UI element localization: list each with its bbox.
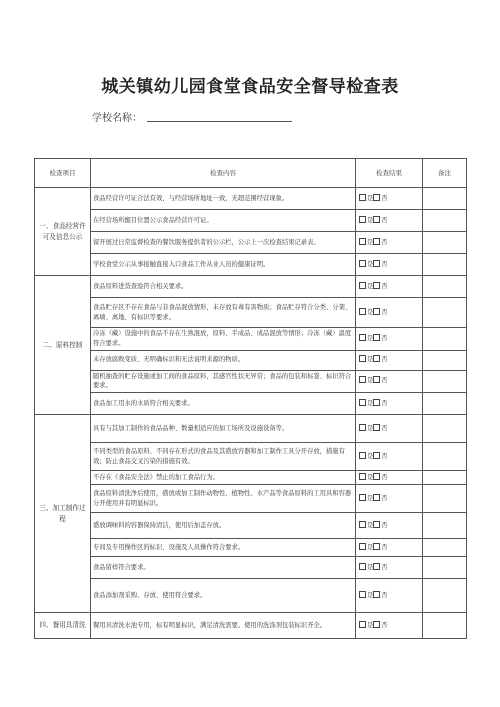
yes-checkbox[interactable] — [359, 355, 366, 362]
check-item-text: 留开展过日常监督检查的餐饮服务提供者的公示栏，公示上一次检查结果记录表。 — [91, 232, 356, 254]
result-cell — [356, 443, 423, 471]
header-content: 检查内容 — [91, 159, 356, 188]
no-label: 否 — [381, 238, 388, 246]
no-label: 否 — [381, 424, 388, 432]
result-cell — [356, 485, 423, 513]
table-header-row — [35, 159, 467, 188]
yes-label: 是 — [367, 473, 374, 481]
table-row — [35, 276, 467, 298]
no-label: 否 — [381, 356, 388, 364]
no-checkbox[interactable] — [373, 238, 380, 245]
result-cell — [356, 232, 423, 254]
check-item-text: 专间及专用操作区的标识、设施及人员操作符合要求。 — [91, 539, 356, 557]
yes-label: 是 — [367, 494, 374, 502]
no-checkbox[interactable] — [373, 621, 380, 628]
result-cell — [356, 328, 423, 351]
yes-label: 是 — [367, 543, 374, 551]
no-checkbox[interactable] — [373, 521, 380, 528]
no-checkbox[interactable] — [373, 308, 380, 315]
no-checkbox[interactable] — [373, 399, 380, 406]
note-cell[interactable] — [423, 415, 467, 443]
no-checkbox[interactable] — [373, 194, 380, 201]
yes-label: 是 — [367, 621, 374, 629]
yes-checkbox[interactable] — [359, 543, 366, 550]
check-item-text: 具有与其加工制作的食品品种、数量相适应的加工场所及设施设备等。 — [91, 415, 356, 443]
note-cell[interactable] — [423, 210, 467, 232]
check-item-text: 随机抽查的贮存设施或加工间的食品原料，其感官性状无异常；食品的包装和标签、标识符合要求。 — [91, 370, 356, 393]
inspection-table — [34, 158, 467, 639]
result-cell — [356, 579, 423, 613]
note-cell[interactable] — [423, 613, 467, 639]
check-item-text: 食品加工用水的水质符合相关要求。 — [91, 393, 356, 415]
no-checkbox[interactable] — [373, 473, 380, 480]
table-row — [35, 393, 467, 415]
result-cell — [356, 298, 423, 328]
table-row — [35, 579, 467, 613]
no-label: 否 — [381, 621, 388, 629]
yes-checkbox[interactable] — [359, 194, 366, 201]
result-cell — [356, 539, 423, 557]
result-cell — [356, 471, 423, 485]
note-cell[interactable] — [423, 232, 467, 254]
no-checkbox[interactable] — [373, 355, 380, 362]
check-item-text: 食品经营许可证合法有效、与经营场所地址一致，无超范围经营现象。 — [91, 188, 356, 210]
table-row — [35, 254, 467, 276]
table-row — [35, 557, 467, 579]
note-cell[interactable] — [423, 579, 467, 613]
yes-checkbox[interactable] — [359, 591, 366, 598]
table-row — [35, 539, 467, 557]
yes-label: 是 — [367, 238, 374, 246]
check-item-text: 盛放调味料的容器保持清洁，使用后加盖存放。 — [91, 513, 356, 539]
result-cell — [356, 393, 423, 415]
yes-label: 是 — [367, 334, 374, 342]
note-cell[interactable] — [423, 557, 467, 579]
yes-label: 是 — [367, 282, 374, 290]
result-cell — [356, 370, 423, 393]
result-cell — [356, 276, 423, 298]
table-row — [35, 188, 467, 210]
check-item-text: 餐用具清洗水池专用，标有明显标识，满足清洗需要。使用的洗涤剂包装标识齐全。 — [91, 613, 356, 639]
category-cell: 一、食品经营许可及信息公示 — [35, 188, 91, 276]
no-checkbox[interactable] — [373, 282, 380, 289]
no-label: 否 — [381, 282, 388, 290]
result-cell — [356, 415, 423, 443]
table-row — [35, 613, 467, 639]
note-cell[interactable] — [423, 328, 467, 351]
yes-label: 是 — [367, 356, 374, 364]
table-row — [35, 210, 467, 232]
no-checkbox[interactable] — [373, 376, 380, 383]
no-checkbox[interactable] — [373, 334, 380, 341]
no-label: 否 — [381, 334, 388, 342]
yes-checkbox[interactable] — [359, 308, 366, 315]
yes-label: 是 — [367, 216, 374, 224]
header-item: 检查项目 — [35, 159, 91, 188]
table-row — [35, 471, 467, 485]
no-checkbox[interactable] — [373, 494, 380, 501]
yes-label: 是 — [367, 424, 374, 432]
no-checkbox[interactable] — [373, 216, 380, 223]
no-checkbox[interactable] — [373, 452, 380, 459]
no-checkbox[interactable] — [373, 424, 380, 431]
check-item-text: 食品原料清洗净后使用，盛放或加工制作动物性、植物性、水产品等食品原料的工用具和容器分开使用并有明显标识。 — [91, 485, 356, 513]
note-cell[interactable] — [423, 471, 467, 485]
table-row — [35, 350, 467, 370]
check-item-text: 学校食堂公示从事接触直接入口食品工作从业人员的健康证明。 — [91, 254, 356, 276]
no-label: 否 — [381, 399, 388, 407]
no-checkbox[interactable] — [373, 260, 380, 267]
result-cell — [356, 254, 423, 276]
no-label: 否 — [381, 308, 388, 316]
page-title: 城关镇幼儿园食堂食品安全督导检查表 — [101, 77, 399, 97]
category-cell: 三、加工制作过程 — [35, 415, 91, 613]
check-item-text: 冷冻（藏）设施中的食品不存在生熟混放，原料、半成品、成品混放等情形；冷冻（藏）温度符合要求。 — [91, 328, 356, 351]
note-cell[interactable] — [423, 276, 467, 298]
no-label: 否 — [381, 216, 388, 224]
yes-label: 是 — [367, 591, 374, 599]
note-cell[interactable] — [423, 350, 467, 370]
yes-label: 是 — [367, 521, 374, 529]
note-cell[interactable] — [423, 539, 467, 557]
no-label: 否 — [381, 494, 388, 502]
table-row — [35, 370, 467, 393]
table-row — [35, 328, 467, 351]
no-checkbox[interactable] — [373, 591, 380, 598]
yes-checkbox[interactable] — [359, 334, 366, 341]
table-row — [35, 443, 467, 471]
no-label: 否 — [381, 591, 388, 599]
yes-label: 是 — [367, 377, 374, 385]
check-item-text: 在经营场所醒目位置公示食品经营许可证。 — [91, 210, 356, 232]
note-cell[interactable] — [423, 298, 467, 328]
result-cell — [356, 350, 423, 370]
result-cell — [356, 210, 423, 232]
category-cell: 四、餐用具清洗 — [35, 613, 91, 639]
no-label: 否 — [381, 563, 388, 571]
school-name-field[interactable] — [147, 121, 292, 122]
yes-checkbox[interactable] — [359, 238, 366, 245]
no-label: 否 — [381, 194, 388, 202]
yes-checkbox[interactable] — [359, 376, 366, 383]
yes-label: 是 — [367, 260, 374, 268]
no-checkbox[interactable] — [373, 563, 380, 570]
yes-checkbox[interactable] — [359, 424, 366, 431]
no-label: 否 — [381, 452, 388, 460]
yes-checkbox[interactable] — [359, 621, 366, 628]
yes-label: 是 — [367, 399, 374, 407]
table-body — [35, 188, 467, 639]
result-cell — [356, 613, 423, 639]
yes-label: 是 — [367, 308, 374, 316]
table-row — [35, 513, 467, 539]
yes-label: 是 — [367, 194, 374, 202]
table-row — [35, 298, 467, 328]
note-cell[interactable] — [423, 393, 467, 415]
check-item-text: 食品留样符合要求。 — [91, 557, 356, 579]
no-label: 否 — [381, 473, 388, 481]
check-item-text: 不存在《食品安全法》禁止的加工食品行为。 — [91, 471, 356, 485]
no-label: 否 — [381, 521, 388, 529]
table-row — [35, 485, 467, 513]
table-row — [35, 232, 467, 254]
check-item-text: 食品原料进货查验符合相关要求。 — [91, 276, 356, 298]
school-name-label: 学校名称： — [92, 113, 142, 124]
note-cell[interactable] — [423, 443, 467, 471]
yes-checkbox[interactable] — [359, 521, 366, 528]
result-cell — [356, 513, 423, 539]
note-cell[interactable] — [423, 485, 467, 513]
category-cell: 二、原料控制 — [35, 276, 91, 415]
yes-checkbox[interactable] — [359, 563, 366, 570]
yes-checkbox[interactable] — [359, 399, 366, 406]
no-checkbox[interactable] — [373, 543, 380, 550]
check-item-text: 不同类型的食品原料、不同存在形式的食品及其盛放容器和加工制作工具分开存放，措施有效；防止食品交叉污染的措施有效。 — [91, 443, 356, 471]
note-cell[interactable] — [423, 513, 467, 539]
result-cell — [356, 557, 423, 579]
note-cell[interactable] — [423, 188, 467, 210]
header-result: 检查结果 — [356, 159, 423, 188]
check-item-text: 食品添加剂采购、存放、使用符合要求。 — [91, 579, 356, 613]
check-item-text: 食品贮存区不存在食品与非食品混放情形，未存放有毒有害物质；食品贮存符合分类、分架、离墙、离地、有标识等要求。 — [91, 298, 356, 328]
note-cell[interactable] — [423, 370, 467, 393]
yes-checkbox[interactable] — [359, 260, 366, 267]
yes-checkbox[interactable] — [359, 216, 366, 223]
check-item-text: 未存放腐败变质、无明确标识和无法说明来源的物质。 — [91, 350, 356, 370]
yes-checkbox[interactable] — [359, 452, 366, 459]
header-note: 备注 — [423, 159, 467, 188]
yes-checkbox[interactable] — [359, 473, 366, 480]
result-cell — [356, 188, 423, 210]
no-label: 否 — [381, 260, 388, 268]
note-cell[interactable] — [423, 254, 467, 276]
yes-label: 是 — [367, 452, 374, 460]
no-label: 否 — [381, 543, 388, 551]
table-row — [35, 415, 467, 443]
yes-checkbox[interactable] — [359, 494, 366, 501]
yes-checkbox[interactable] — [359, 282, 366, 289]
no-label: 否 — [381, 377, 388, 385]
yes-label: 是 — [367, 563, 374, 571]
